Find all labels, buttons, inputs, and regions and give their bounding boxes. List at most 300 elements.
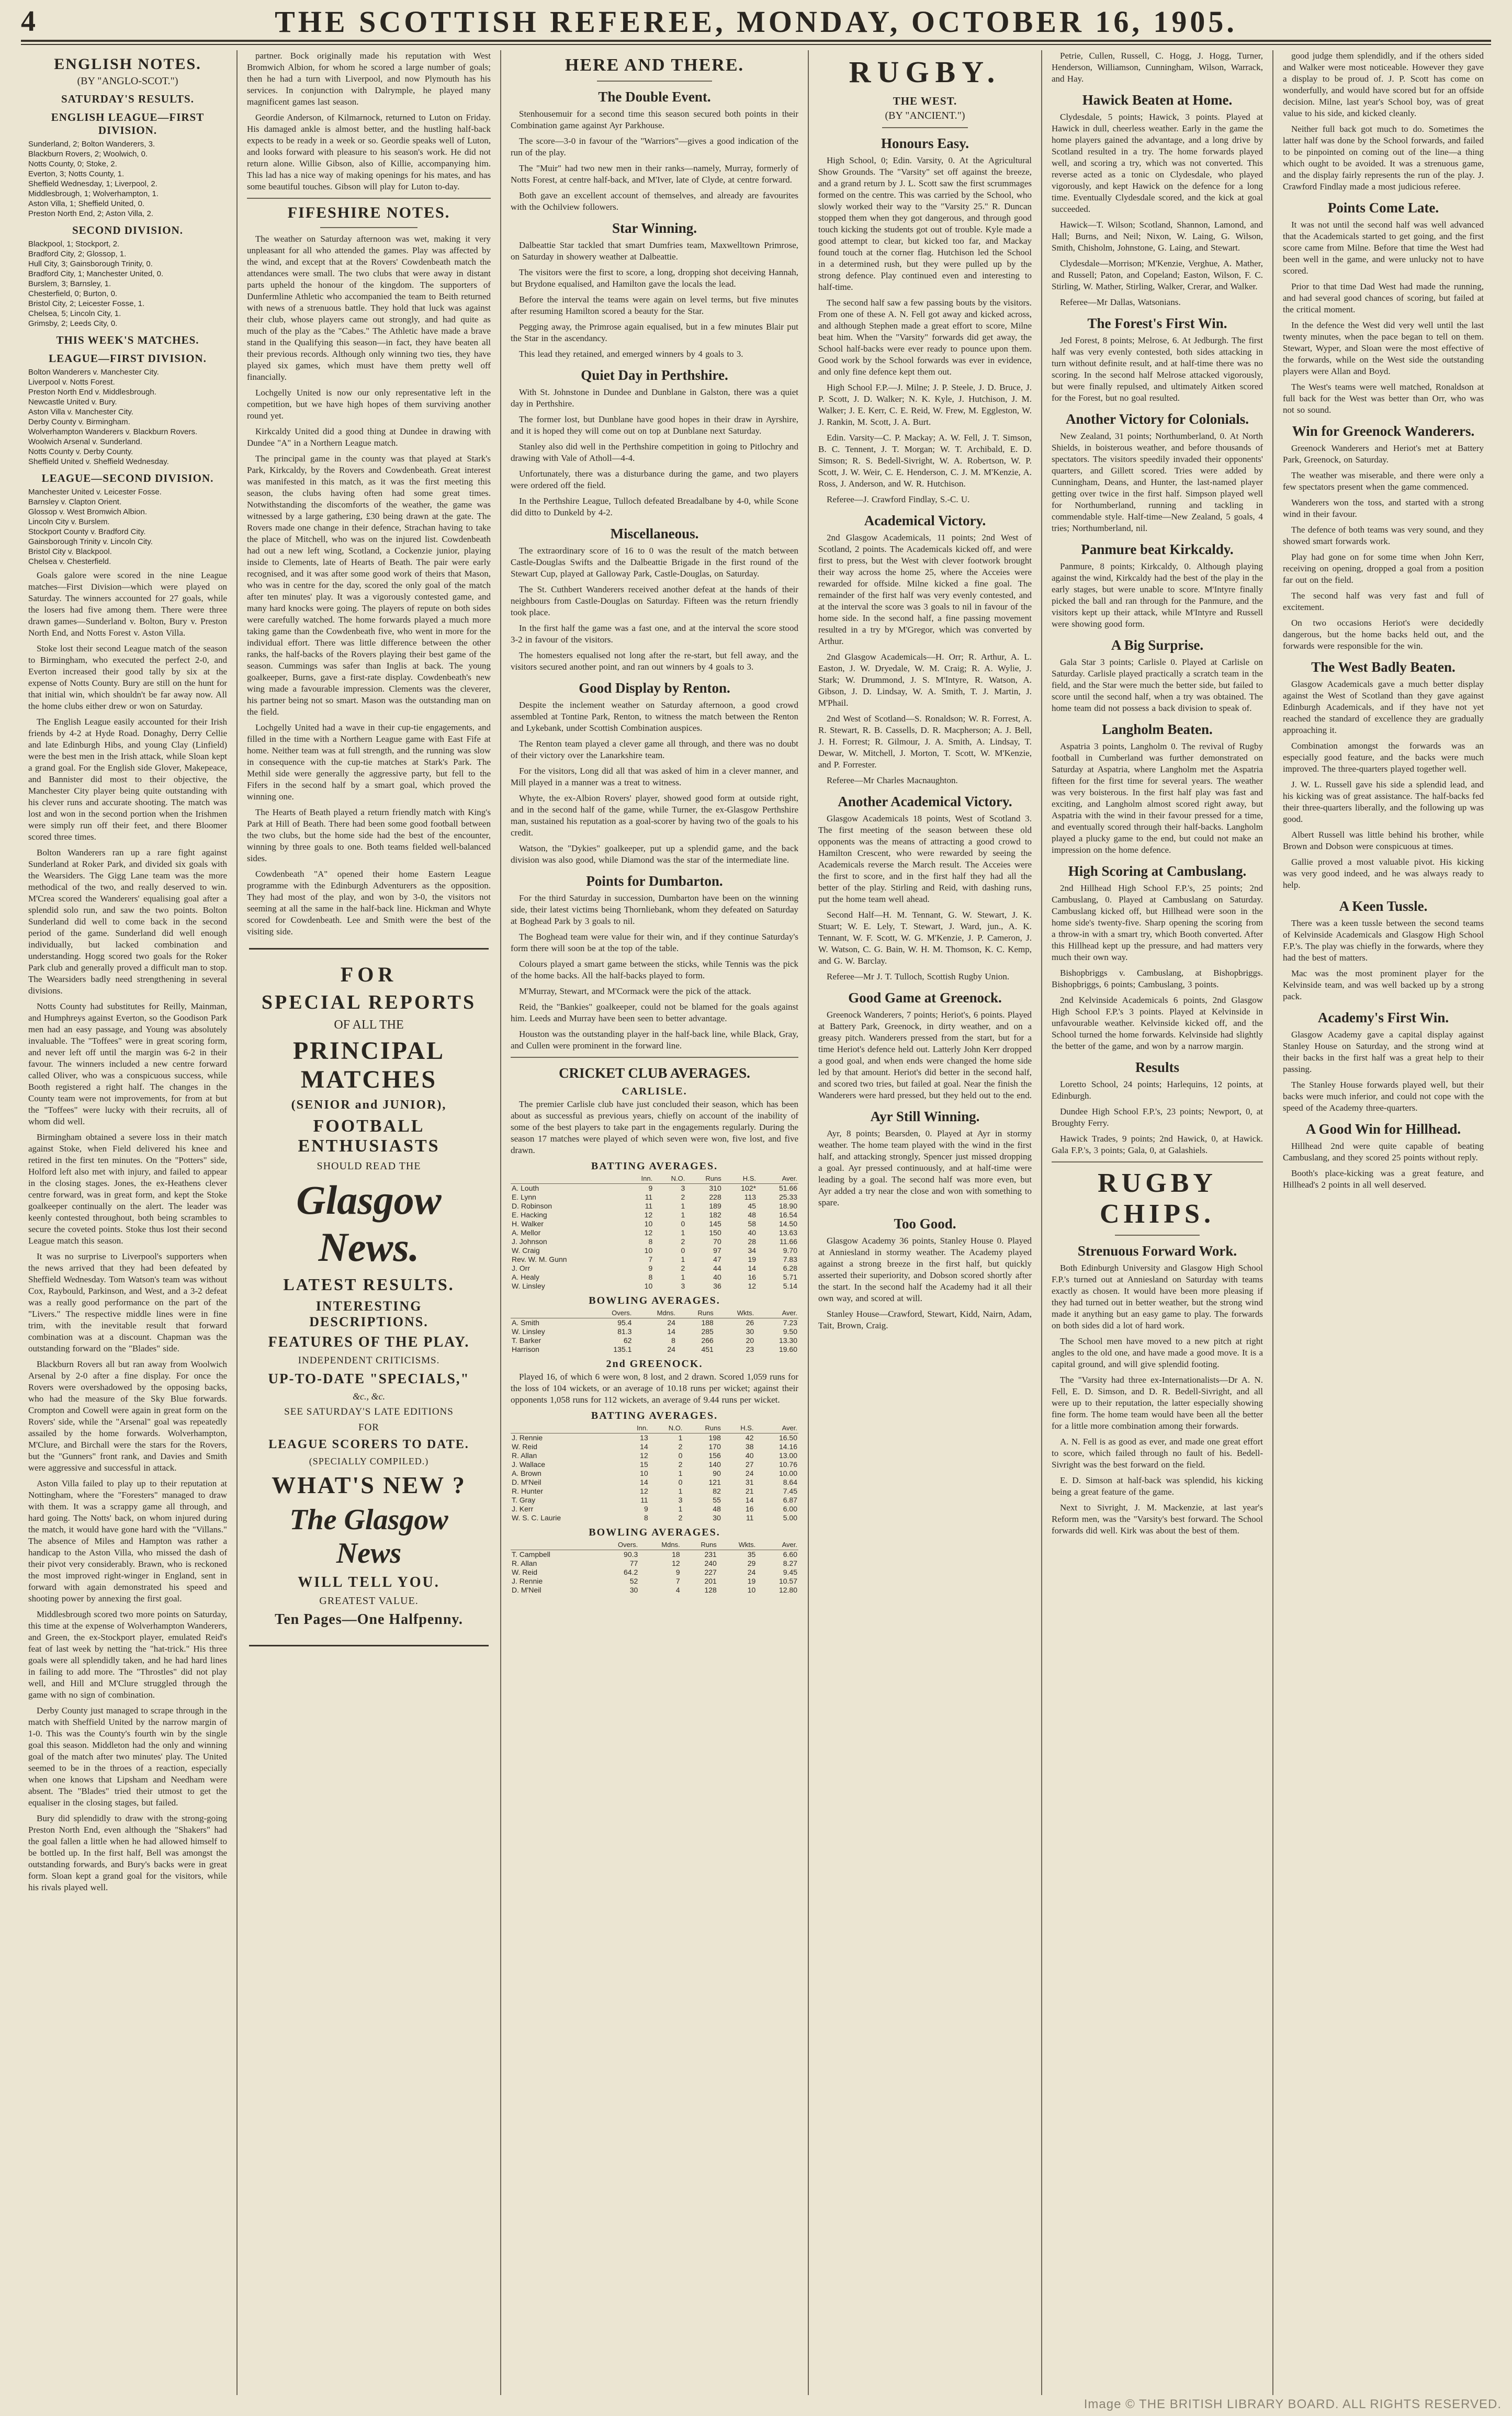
table-cell: W. Reid xyxy=(512,1568,538,1576)
table-cell: 20 xyxy=(746,1336,754,1345)
table-cell: 1 xyxy=(678,1469,683,1477)
article-paragraph: Next to Sivright, J. M. Mackenzie, at last year's Reform men, was the "Varsity's best forward. The School forwards did well. Kirk was about the best of them. xyxy=(1052,1503,1263,1536)
table-cell: 13.30 xyxy=(778,1336,797,1345)
table-cell: 82 xyxy=(713,1487,721,1495)
article-paragraph: Glasgow Academy gave a capital display against Stanley House on Saturday, and the strong wind at their backs in the first half was a great help to their passing. xyxy=(1283,1030,1484,1074)
sub-heading: SATURDAY'S RESULTS. xyxy=(61,93,194,105)
table-cell: 58 xyxy=(748,1220,757,1228)
table-cell: 156 xyxy=(708,1451,721,1460)
table-cell: 90 xyxy=(713,1469,721,1477)
table-cell: 451 xyxy=(701,1345,714,1353)
table-cell: A. Healy xyxy=(512,1273,539,1281)
table-row xyxy=(511,1433,798,1443)
article-heading: Results xyxy=(1135,1059,1179,1075)
table-row xyxy=(511,1478,798,1487)
table-row xyxy=(511,1184,798,1193)
table-cell: W. S. C. Laurie xyxy=(512,1514,561,1522)
table-cell: 14 xyxy=(748,1264,757,1272)
article-paragraph: The Renton team played a clever game all through, and there was no doubt of their victory over the Lanarkshire team. xyxy=(511,739,798,760)
article-heading: Ayr Still Winning. xyxy=(870,1109,980,1124)
table-cell: D. Robinson xyxy=(512,1202,552,1210)
column-header: Aver. xyxy=(755,1308,798,1318)
table-cell: 12 xyxy=(748,1282,757,1290)
advert-line: FOR xyxy=(340,963,398,986)
divider xyxy=(1115,1235,1200,1236)
table-cell: 9 xyxy=(648,1264,653,1272)
article-paragraph: Petrie, Cullen, Russell, C. Hogg, J. Hogg, Turner, Henderson, Williamson, Cunningham, Wilson, Warrack, and Hay. xyxy=(1052,51,1263,84)
table-cell: W. Linsley xyxy=(512,1282,545,1290)
table-cell: 9.50 xyxy=(783,1327,797,1336)
article-body xyxy=(28,570,227,1893)
table-cell: 140 xyxy=(708,1460,721,1469)
fixtures-list xyxy=(28,487,227,567)
table-row xyxy=(511,1318,798,1328)
articles xyxy=(1052,92,1263,1156)
byline: (BY "ANCIENT.") xyxy=(885,110,965,121)
table-cell: 7.23 xyxy=(783,1318,797,1327)
table-cell: 102* xyxy=(741,1184,757,1192)
article-paragraph: Albert Russell was little behind his brother, while Brown and Dobson were conspicuous at times. xyxy=(1283,830,1484,851)
article-paragraph: In the Perthshire League, Tulloch defeated Breadalbane by 4-0, while Scone did ditto to Dunkeld by 4-2. xyxy=(511,496,798,517)
article-heading: Good Display by Renton. xyxy=(579,680,730,696)
table-cell: 48 xyxy=(748,1211,757,1219)
table-cell: 285 xyxy=(701,1327,714,1336)
article-paragraph: The weather on Saturday afternoon was wet, making it very unpleasant for all who attended the games. Play was affected by the wind, and except that at the Rovers' Cowdenbeath match the attendances were small. The two clubs that were away in distant parts upheld the honour of the kingdom. The supporters of Dunfermline Athletic who accompanied the team to Beith returned with news of a strenuous battle. They hold that luck was against their club, whose players came out strongly, and had quite as much of the play as the "Cabes." The Athletic have made a brave stand in the Qualifying this season—in fact, they have beaten all their previous records. Although only winning two ties, they have played six games, which must have them pretty well off financially. xyxy=(247,234,491,382)
result-line: Everton, 3; Notts County, 1. xyxy=(28,170,125,178)
result-line: Glossop v. West Bromwich Albion. xyxy=(28,507,148,516)
article-paragraph: Mac was the most prominent player for the Kelvinside team, and was well backed up by a strong pack. xyxy=(1283,968,1484,1001)
result-line: Aston Villa v. Manchester City. xyxy=(28,408,133,416)
table-row xyxy=(511,1345,798,1354)
article-paragraph: Gallie proved a most valuable pivot. His kicking was very good indeed, and he was always ready to help. xyxy=(1283,857,1484,890)
table-cell: 231 xyxy=(704,1550,717,1559)
table-cell: 188 xyxy=(701,1318,714,1327)
article-paragraph: partner. Bock originally made his reputation with West Bromwich Albion, for whom he scored a large number of goals; then he had a turn with Liverpool, and now Plymouth has his services. In conjunction with Dalrymple, he played many magnificent games last season. xyxy=(247,51,491,107)
table-row xyxy=(511,1237,798,1246)
table-cell: T. Barker xyxy=(512,1336,541,1345)
article-paragraph: Play had gone on for some time when John Kerr, receiving on opening, dropped a goal from a position far out on the field. xyxy=(1283,552,1484,585)
article-paragraph: On two occasions Heriot's were decidedly dangerous, but the home backs held out, and the forwards were responsible for the win. xyxy=(1283,618,1484,651)
article-paragraph: The former lost, but Dunblane have good hopes in their draw in Ayrshire, and it is hoped they will come out on top at Dunblane next Saturday. xyxy=(511,414,798,436)
table-cell: 10 xyxy=(644,1282,653,1290)
table-cell: 0 xyxy=(681,1246,685,1255)
table-row xyxy=(511,1586,798,1595)
table-row xyxy=(511,1550,798,1560)
result-line: Sunderland, 2; Bolton Wanderers, 3. xyxy=(28,140,155,149)
table-cell: 1 xyxy=(678,1505,683,1513)
result-line: Chelsea v. Chesterfield. xyxy=(28,557,111,566)
result-line: Chesterfield, 0; Burton, 0. xyxy=(28,289,118,298)
article-paragraph: Aspatria 3 points, Langholm 0. The revival of Rugby football in Cumberland was further demonstrated on Saturday at Aspatria, where Langholm met the Aspatria fifteen for the first time for several years. The weather was very boisterous. In the first half play was fast and exciting, and Langholm almost scored right away, but Aspatria with the wind in their favour pressed for a time, and eventually scored through their half-backs. Langholm played a plucky game to the end, but could not make an impression on the home defence. xyxy=(1052,741,1263,855)
advert-line: OF ALL THE xyxy=(334,1018,404,1032)
article-paragraph: Hawick Trades, 9 points; 2nd Hawick, 0, at Hawick. Gala F.P.'s, 3 points; Gala, 0, at Galashiels. xyxy=(1052,1134,1263,1155)
article-paragraph: Ayr, 8 points; Bearsden, 0. Played at Ayr in stormy weather. The home team played with the wind in the first half, and attacking strongly, Spencer just missed dropping a goal. Ayr pressed continuously, and at half-time were leading by a goal. The second half was more even, but Ayr added a try near the close and won with something to spare. xyxy=(818,1128,1032,1207)
article-paragraph: Both gave an excellent account of themselves, and already are favourites with the Ochilview followers. xyxy=(511,190,798,212)
advert-line: SPECIAL REPORTS xyxy=(261,991,477,1013)
advert-line: PRINCIPAL MATCHES xyxy=(292,1037,445,1093)
table-cell: 45 xyxy=(748,1202,757,1210)
article-paragraph: Notts County had substitutes for Reilly, Mainman, and Humphreys against Everton, so the Goodison Park men had an easy passage, and Young was absolutely invaluable. The "Toffees" were in great scoring form, and never left off until the margin was 6-2 in their favour. The winners included a new centre forward called Oliver, who was a conspicuous success, while Booth registered a right half. The changes in the County team were not improvements, for from at but the "Toffees" were lucky with their recruits, all of whom did well. xyxy=(28,1001,227,1126)
article-heading: The West Badly Beaten. xyxy=(1311,659,1455,675)
table-cell: 228 xyxy=(709,1193,721,1201)
divider xyxy=(247,198,491,199)
article-paragraph: Referee—Mr J. T. Tulloch, Scottish Rugby Union. xyxy=(827,972,1010,981)
byline: (BY "ANGLO-SCOT.") xyxy=(77,75,178,87)
table-cell: 4 xyxy=(675,1586,680,1594)
article-paragraph: Whyte, the ex-Albion Rovers' player, showed good form at outside right, and in the second half of the game, while Turner, the ex-Glasgow Perthshire man, sustained his reputation as a goal-scorer by having two of the goals to his credit. xyxy=(511,793,798,838)
column-header: Overs. xyxy=(594,1540,639,1550)
table-cell: 40 xyxy=(713,1273,721,1281)
table-row xyxy=(511,1246,798,1255)
article-body xyxy=(1283,50,1484,193)
table-cell: 11 xyxy=(645,1202,653,1210)
article-paragraph: 2nd West of Scotland—S. Ronaldson; W. R. Forrest, A. R. Stewart, R. B. Cassells, D. R. Macpherson; A. J. Bell, J. H. Forrest; R. Gilmour, J. A. Smith, A. Lindsay, T. Dewar, W. Mitchell, J. Morton, T. Scott, W. M'Kenzie, and P. Forrester. xyxy=(818,714,1032,770)
article-body xyxy=(1052,50,1263,85)
article-paragraph: Reid, the "Bankies" goalkeeper, could not be blamed for the goals against him. Leeds and Murray have been seen to better advantage. xyxy=(511,1002,798,1023)
article-heading: The Double Event. xyxy=(598,89,711,105)
article-paragraph: Lochgelly United is now our only representative left in the competition, but we have high hopes of them surviving another round yet. xyxy=(247,388,491,421)
article-paragraph: The West's teams were well matched, Ronaldson at full back for the West was better than Orr, who was not so sound. xyxy=(1283,382,1484,415)
article-paragraph: 2nd Hillhead High School F.P.'s, 25 points; 2nd Cambuslang, 0. Played at Cambuslang on Saturday. Cambuslang kicked off, but Hillhead were soon in the home side's twenty-five. Sharp opening the scoring from a throw-in with a smart try, which Booth converted. After this Hillhead kept up the pressure, and had matters very much their own way. xyxy=(1052,883,1263,962)
article-paragraph: Kirkcaldy United did a good thing at Dundee in drawing with Dundee "A" in a Northern League match. xyxy=(247,426,491,448)
divider xyxy=(511,1057,798,1058)
article-paragraph: Panmure, 8 points; Kirkcaldy, 0. Although playing against the wind, Kirkcaldy had the best of the play in the early stages, but were unable to score. M'Intyre finally picked the ball and ran through for the Panmure, and the visitors kept up their attack, while M'Intyre and Russell were showing good form. xyxy=(1052,561,1263,629)
table-cell: 1 xyxy=(678,1487,683,1495)
article-paragraph: Pegging away, the Primrose again equalised, but in a few minutes Blair put the Star in the ascendancy. xyxy=(511,322,798,343)
article-heading: Star Winning. xyxy=(612,220,697,236)
table-cell: 266 xyxy=(701,1336,714,1345)
club-heading: CARLISLE. xyxy=(622,1086,687,1097)
article-paragraph: Bolton Wanderers ran up a rare fight against Sunderland at Roker Park, and divided six goals with the Wearsiders. The Gigg Lane team was the more methodical of the two, and really deserved to win. M'Crea scored the Wanderers' equalising goal after a splendid solo run, and saw the two points. Bolton Sunderland did well to come back in the second period of the game. Sunderland did well enough individually, but lacked combination and understanding. Hogg scored two goals for the Roker Park club and generally proved a difficult man to stop. The Wearsiders badly need strengthening in several divisions. xyxy=(28,848,227,996)
result-line: Bristol City, 2; Leicester Fosse, 1. xyxy=(28,299,145,308)
article-paragraph: The Stanley House forwards played well, but their backs were much inferior, and could not cope with the speed of the Academy three-quarters. xyxy=(1283,1080,1484,1113)
bowling-table xyxy=(511,1308,798,1354)
table-cell: 3 xyxy=(678,1496,683,1504)
table-header-row xyxy=(511,1423,798,1433)
column-header: H.S. xyxy=(723,1173,757,1184)
section-heading: ENGLISH NOTES. xyxy=(54,55,201,73)
table-cell: 81.3 xyxy=(617,1327,632,1336)
table-row xyxy=(511,1496,798,1505)
table-heading: BOWLING AVERAGES. xyxy=(589,1295,720,1306)
table-cell: 30 xyxy=(629,1586,638,1594)
article-heading: Academy's First Win. xyxy=(1317,1010,1449,1025)
article-paragraph: Referee—Mr Dallas, Watsonians. xyxy=(1060,297,1181,307)
article-paragraph: Stanley also did well in the Perthshire competition in going to Pitlochry and drawing with Vale of Atholl—4-4. xyxy=(511,442,798,463)
table-cell: 128 xyxy=(704,1586,717,1594)
article-paragraph: Jed Forest, 8 points; Melrose, 6. At Jedburgh. The first half was very evenly contested, both sides attacking in turn without definite result, and at half-time there was no scoring. In the second half Melrose attacked vigorously, but were finally repulsed, and ultimately Aitken scored for the Forest, but no goal resulted. xyxy=(1052,335,1263,403)
table-cell: 40 xyxy=(745,1451,754,1460)
result-line: Lincoln City v. Burslem. xyxy=(28,517,110,526)
table-row xyxy=(511,1264,798,1273)
table-cell: 14 xyxy=(667,1327,675,1336)
table-cell: 8.27 xyxy=(783,1559,797,1567)
advert-line: WILL TELL YOU. xyxy=(298,1574,440,1590)
article-paragraph: Glasgow Academicals 18 points, West of Scotland 3. The first meeting of the season between these old opponents was the means of attracting a good crowd to Hamilton Crescent, who were rewarded by seeing the Academicals reverse the March result. The Acceies were the first to score, and in the first half they had all the better of the play. Stirling and Reid, with dashing runs, put the home team well ahead. xyxy=(818,814,1032,904)
article-paragraph: Derby County just managed to scrape through in the match with Sheffield United by the narrow margin of 1-0. This was the County's fourth win by the single goal this season. Middleton had the only and winning goal of the match after two minutes' play. The United seemed to be in the throes of a reaction, especially when one knows that Lipsham and Needham were absent. The "Blades" tried their utmost to get the equaliser in the closing stages, but failed. xyxy=(28,1706,227,1808)
article-paragraph: Wanderers won the toss, and started with a strong wind in their favour. xyxy=(1283,498,1484,519)
table-cell: 16.54 xyxy=(778,1211,797,1219)
table-cell: R. Allan xyxy=(512,1451,537,1460)
column-header: Inn. xyxy=(626,1173,653,1184)
advert-line: (SENIOR and JUNIOR), xyxy=(291,1098,447,1112)
result-line: Notts County v. Derby County. xyxy=(28,447,133,456)
table-cell: 38 xyxy=(745,1442,754,1451)
table-cell: 19.60 xyxy=(778,1345,797,1353)
table-row xyxy=(511,1282,798,1291)
table-row xyxy=(511,1211,798,1220)
sub-heading: THIS WEEK'S MATCHES. xyxy=(56,334,199,346)
table-cell: 21 xyxy=(745,1487,754,1495)
article-paragraph: High School F.P.—J. Milne; J. P. Steele, J. D. Bruce, J. P. Scott, J. D. Walker; N. K. Kyle, J. Hutchison, J. M. Walker; J. E. Kerr, C. E. Reid, W. Frew, M. Eggleston, W. J. Rankin, M. Scott, J. A. Burt. xyxy=(818,382,1032,427)
table-cell: 11 xyxy=(746,1514,754,1522)
table-row xyxy=(511,1193,798,1202)
table-cell: 135.1 xyxy=(613,1345,632,1353)
table-cell: 97 xyxy=(713,1246,721,1255)
column-header: Inn. xyxy=(620,1423,649,1433)
advert-line: (SPECIALLY COMPILED.) xyxy=(309,1456,429,1466)
article-paragraph: The "Muir" had two new men in their ranks—namely, Murray, formerly of Notts Forest, at centre half-back, and M'Iver, late of Clyde, at centre forward. xyxy=(511,163,798,185)
table-cell: 0 xyxy=(681,1220,685,1228)
table-header-row xyxy=(511,1540,798,1550)
result-line: Barnsley v. Clapton Orient. xyxy=(28,498,122,506)
table-row xyxy=(511,1460,798,1469)
advert-line: LATEST RESULTS. xyxy=(283,1275,455,1294)
advert-line: INDEPENDENT CRITICISMS. xyxy=(298,1355,440,1366)
glasgow-news-advert xyxy=(249,948,489,1646)
table-cell: 7.83 xyxy=(783,1255,797,1263)
table-cell: 170 xyxy=(708,1442,721,1451)
table-cell: 55 xyxy=(713,1496,721,1504)
table-cell: 23 xyxy=(746,1345,754,1353)
table-cell: 15 xyxy=(640,1460,648,1469)
article-paragraph: For the third Saturday in succession, Dumbarton have been on the winning side, their latest victims being Thornliebank, whom they defeated on Saturday at Boghead Park by 3 goals to nil. xyxy=(511,893,798,926)
article-paragraph: The score—3-0 in favour of the "Warriors"—gives a good indication of the run of the play. xyxy=(511,136,798,157)
column-divider xyxy=(1041,50,1042,2395)
table-cell: 189 xyxy=(709,1202,721,1210)
result-line: Woolwich Arsenal v. Sunderland. xyxy=(28,437,142,446)
article-paragraph: Greenock Wanderers, 7 points; Heriot's, 6 points. Played at Battery Park, Greenock, in dirty weather, and on a greasy pitch. Wanderers pressed from the start, but for a time Heriot's defence held out. Latterly John Kerr dropped a good goal, and when ends were changed the home side led by that amount. Heriot's did better in the second half, and scored two tries, but failed at goal. Near the finish the Wanderers were hard pressed, but they held out to the end. xyxy=(818,1010,1032,1100)
table-cell: 14.50 xyxy=(778,1220,797,1228)
divider xyxy=(1052,1161,1263,1162)
table-cell: 18.90 xyxy=(778,1202,797,1210)
article-paragraph: Unfortunately, there was a disturbance during the game, and two players were ordered off the field. xyxy=(511,469,798,490)
table-cell: 6.87 xyxy=(783,1496,797,1504)
result-line: Derby County v. Birmingham. xyxy=(28,417,130,426)
column-header: Wkts. xyxy=(718,1540,757,1550)
column-rugby xyxy=(811,50,1039,2395)
article-heading: Good Game at Greenock. xyxy=(848,990,1002,1006)
article-paragraph: It was not until the second half was well advanced that the Academicals started to get going, and the first score came from Milne. Before that time the West had been well in the game, and were unlucky not to have scored. xyxy=(1283,220,1484,276)
article-paragraph: Birmingham obtained a severe loss in their match against Stoke, when Field delivered his knee and retired in the first ten minutes. On the "Potters" side, Holford left also met with injury, and failed to appear in the closing stages. Jones, the ex-Heathens clever centre forward, was in great form, and kept the Stoke goalkeeper continually on the alert. The leader was keenly contested throughout, both being scrambles to secure the coveted points. Stoke thus lost their second League match this season. xyxy=(28,1132,227,1246)
table-cell: 6.60 xyxy=(783,1550,797,1559)
table-cell: 42 xyxy=(745,1433,754,1442)
article-paragraph: The Boghead team were value for their win, and if they continue Saturday's form there will soon be at the top of the table. xyxy=(511,932,798,953)
article-paragraph: 2nd Glasgow Academicals—H. Orr; R. Arthur, A. L. Easton, J. W. Dryedale, W. M. Craig; R. A. Wylie, J. Stark; W. Drummond, J. S. M'Intyre, R. Watson, A. Gibson, J. D. Lindsay, W. A. Smith, T. J. Martin, J. M'Phail. xyxy=(818,652,1032,708)
column-fifeshire xyxy=(240,50,498,2395)
table-cell: 1 xyxy=(681,1228,685,1237)
article-paragraph: Houston was the outstanding player in the half-back line, while Black, Gray, and Cullen were prominent in the forward line. xyxy=(511,1029,798,1051)
table-cell: 9 xyxy=(644,1505,648,1513)
article-heading: Quiet Day in Perthshire. xyxy=(581,367,728,383)
column-divider xyxy=(236,50,238,2395)
article-paragraph: Combination amongst the forwards was an especially good feature, and the backs were much improved. The three-quarters played together well. xyxy=(1283,741,1484,774)
table-cell: 2 xyxy=(681,1264,685,1272)
result-line: Blackpool, 1; Stockport, 2. xyxy=(28,240,120,249)
articles xyxy=(818,136,1032,1331)
article-paragraph: The homesters equalised not long after the re-start, but fell away, and the visitors secured another point, and ran out winners by 4 goals to 3. xyxy=(511,650,798,672)
table-cell: 24 xyxy=(745,1469,754,1477)
article-paragraph: The Hearts of Beath played a return friendly match with King's Park at Hill of Beath. There had been some good football between the two clubs, but the home side had the best of the encounter, winning by three goals to one. Both teams fielded well-balanced sides. xyxy=(247,807,491,863)
article-paragraph: Glasgow Academicals gave a much better display against the West of Scotland than they gave against Edinburgh Academicals, and if they have not yet reached the standard of excellence they are gradually approaching it. xyxy=(1283,679,1484,735)
article-paragraph: The second half saw a few passing bouts by the visitors. From one of these A. N. Fell got away and kicked across, and although Stephen made a great effort to score, Milne beat him. When the "Varsity" forwards did get away, the School half-backs were ever ready to pounce upon them. Good work by the School forwards was ever in evidence, and only fine defence kept them out. xyxy=(818,298,1032,377)
table-row xyxy=(511,1451,798,1460)
table-row xyxy=(511,1255,798,1264)
article-paragraph: Geordie Anderson, of Kilmarnock, returned to Luton on Friday. His damaged ankle is almost better, and the hustling half-back expects to be ready in a week or so. Geordie speaks well of Luton, and looks forward with pleasure to his season's work. He did not return alone. Willie Gibson, also of Killie, accompanying him. This lad has a nice way of making openings for his mates, and has some beautiful touches. Gibson will play for Luton to-day. xyxy=(247,112,491,191)
article-paragraph: Bishopbriggs v. Cambuslang, at Bishopbriggs. Bishopbriggs, 6 points; Cambuslang, 3 points. xyxy=(1052,968,1263,989)
article-paragraph: Second Half—H. M. Tennant, G. W. Stewart, J. K. Stuart; W. E. Lely, T. Stewart, J. Ward, jun., A. K. Tennant, W. F. Scott, W. G. M'Kenzie, J. P. Cameron, J. W. Watson, C. G. Bain, W. H. M. Thomson, K. C. Kemp, and G. W. Barclay. xyxy=(818,910,1032,966)
table-cell: 8 xyxy=(671,1336,675,1345)
table-cell: 90.3 xyxy=(624,1550,638,1559)
table-cell: 2 xyxy=(678,1514,683,1522)
article-paragraph: E. D. Simson at half-back was splendid, his kicking being a great feature of the game. xyxy=(1052,1475,1263,1497)
table-cell: 1 xyxy=(681,1202,685,1210)
article-paragraph: Bury did splendidly to draw with the strong-going Preston North End, even although the "Shakers" had the goal fallen a little when he had allowed himself to be bottled up. In the first half, Bell was amongst the outstanding forwards, and Bury's backs were in great form. Sloan kept a grand goal for the visitors, while his rivals played well. xyxy=(28,1813,227,1892)
advert-line: INTERESTING DESCRIPTIONS. xyxy=(309,1299,428,1329)
article-heading: Honours Easy. xyxy=(881,136,969,151)
table-cell: 16 xyxy=(745,1505,754,1513)
article-paragraph: Watson, the "Dykies" goalkeeper, put up a splendid game, and the back division was also good, while Diamond was the star of the intermediate line. xyxy=(511,843,798,865)
article-paragraph: Glasgow Academy 36 points, Stanley House 0. Played at Anniesland in stormy weather. The Academy played against a strong breeze in the first half, but quickly asserted their superiority, and Dobson scored shortly after the start. In the second half the Academy had it all their own way, and scored at will. xyxy=(818,1236,1032,1303)
article-paragraph: The weather was miserable, and there were only a few spectators present when the game commenced. xyxy=(1283,470,1484,492)
result-line: Newcastle United v. Bury. xyxy=(28,398,117,407)
article-paragraph: 2nd Glasgow Academicals, 11 points; 2nd West of Scotland, 2 points. The Academicals kicked off, and were first to press, but the West with clever footwork brought their way across the home 25, where the Acceies were rewarded for offside. Milne kicked a fine goal. The remainder of the first half was very evenly contested, and at the interval the score was 3 goals to nil in favour of the home side. In the second half, a fine passing movement resulted in a try by M'Gregor, which was converted by Arthur. xyxy=(818,533,1032,646)
table-cell: 12 xyxy=(672,1559,680,1567)
article-paragraph: Blackburn Rovers all but ran away from Woolwich Arsenal by 2-0 after a fine display. For once the Rovers were overshadowed by the opposing backs, who had the measure of the Sky Blue forwards. Crompton and Cowell were again in great form on the Rovers' side, while the "Arsenal" goal was repeatedly assailed by the home forwards. Wolverhampton, M'Clure, and Birchall were the stars for the Rovers, but the "Gunners" front rank, and Davies and Smith were aggressive and successful in attack. xyxy=(28,1359,227,1473)
masthead xyxy=(21,3,1491,42)
table-cell: 34 xyxy=(748,1246,757,1255)
advert-logo-text: The Glasgow News xyxy=(289,1504,448,1570)
result-line: Hull City, 3; Gainsborough Trinity, 0. xyxy=(28,259,153,268)
result-line: Bradford City, 1; Manchester United, 0. xyxy=(28,269,164,278)
article-heading: A Good Win for Hillhead. xyxy=(1305,1121,1461,1137)
result-line: Preston North End, 2; Aston Villa, 2. xyxy=(28,209,154,218)
table-cell: 0 xyxy=(678,1478,683,1486)
column-divider xyxy=(500,50,501,2395)
table-cell: 44 xyxy=(713,1264,721,1272)
article-heading: Points Come Late. xyxy=(1327,200,1439,216)
table-cell: 18 xyxy=(672,1550,680,1559)
article-heading: Points for Dumbarton. xyxy=(586,873,723,889)
result-line: Gainsborough Trinity v. Lincoln City. xyxy=(28,537,153,546)
table-cell: 14 xyxy=(640,1478,648,1486)
table-cell: R. Hunter xyxy=(512,1487,543,1495)
sub-heading: LEAGUE—SECOND DIVISION. xyxy=(41,472,214,484)
table-row xyxy=(511,1469,798,1478)
article-paragraph: The extraordinary score of 16 to 0 was the result of the match between Castle-Douglas Swifts and the Dalbeattie Brigade in the first round of the Stewart Cup, played at Galloway Park, Castle-Douglas, on Saturday. xyxy=(511,546,798,579)
result-line: Stockport County v. Bradford City. xyxy=(28,527,146,536)
result-line: Chelsea, 5; Lincoln City, 1. xyxy=(28,309,121,318)
column-header: Aver. xyxy=(754,1423,798,1433)
table-cell: J. Rennie xyxy=(512,1577,543,1585)
article-body xyxy=(247,233,491,938)
article-body xyxy=(247,50,491,193)
table-cell: 25.33 xyxy=(778,1193,797,1201)
column-header: Runs xyxy=(683,1423,721,1433)
article-heading: A Keen Tussle. xyxy=(1339,898,1428,914)
table-cell: 201 xyxy=(704,1577,717,1585)
article-paragraph: Hillhead 2nd were quite capable of beating Cambuslang, and they scored 25 points without reply. xyxy=(1283,1141,1484,1162)
column-header: Runs xyxy=(681,1540,718,1550)
result-line: Bristol City v. Blackpool. xyxy=(28,547,112,556)
article-paragraph: With St. Johnstone in Dundee and Dunblane in Galston, there was a quiet day in Perthshire. xyxy=(511,387,798,409)
article-paragraph: The premier Carlisle club have just concluded their season, which has been about as successful as previous years, chiefly on account of the inability of some of the best players to take part in the engagements regularly. During the season 17 matches were played of which seven were won, five lost, and five drawn. xyxy=(511,1099,798,1155)
table-row xyxy=(511,1228,798,1237)
table-cell: 2 xyxy=(678,1442,683,1451)
advert-line: UP-TO-DATE "SPECIALS," xyxy=(268,1371,470,1386)
table-cell: 16.50 xyxy=(778,1433,797,1442)
article-heading: Academical Victory. xyxy=(864,513,986,528)
divider xyxy=(597,81,712,82)
table-cell: 12 xyxy=(640,1487,648,1495)
table-cell: 6.00 xyxy=(783,1505,797,1513)
table-cell: 40 xyxy=(748,1228,757,1237)
column-header: Runs xyxy=(686,1173,722,1184)
section-heading: RUGBY. xyxy=(849,55,1001,89)
advert-line: LEAGUE SCORERS TO DATE. xyxy=(268,1438,469,1451)
article-paragraph: The visitors were the first to score, a long, dropping shot deceiving Hannah, but Brydone equalised, and Hamilton gave the locals the lead. xyxy=(511,267,798,289)
table-cell: A. Brown xyxy=(512,1469,541,1477)
sub-heading: ENGLISH LEAGUE—FIRST DIVISION. xyxy=(51,111,205,137)
table-heading: BATTING AVERAGES. xyxy=(591,1160,718,1172)
table-cell: 10 xyxy=(640,1469,648,1477)
table-cell: 182 xyxy=(709,1211,721,1219)
table-cell: 19 xyxy=(747,1577,756,1585)
table-cell: 9 xyxy=(648,1184,653,1192)
article-paragraph: 2nd Kelvinside Academicals 6 points, 2nd Glasgow High School F.P.'s 3 points. Played at Kelvinside in unfavourable weather. Kelvinside kicked off, and the School turned the home forwards. Kelvinside had slightly the better of the game, and won by a narrow margin. xyxy=(1052,995,1263,1051)
column-header: Mdns. xyxy=(633,1308,676,1318)
article-paragraph: Before the interval the teams were again on level terms, but five minutes after resuming Hamilton scored a beauty for the Star. xyxy=(511,295,798,316)
article-paragraph: The St. Cuthbert Wanderers received another defeat at the hands of their neighbours from Castle-Douglas on Saturday. Fifteen was the return friendly took place. xyxy=(511,584,798,617)
table-cell: J. Rennie xyxy=(512,1433,543,1442)
column-header: N.O. xyxy=(649,1423,684,1433)
table-row xyxy=(511,1568,798,1577)
table-cell: 121 xyxy=(708,1478,721,1486)
table-cell: Harrison xyxy=(512,1345,539,1353)
result-line: Burslem, 3; Barnsley, 1. xyxy=(28,279,111,288)
table-cell: 1 xyxy=(678,1433,683,1442)
article-heading: Hawick Beaten at Home. xyxy=(1082,92,1233,108)
table-cell: A. Mellor xyxy=(512,1228,541,1237)
table-row xyxy=(511,1442,798,1451)
sub-heading: SECOND DIVISION. xyxy=(72,224,184,236)
column-rugby-continued xyxy=(1044,50,1270,2395)
article-paragraph: Loretto School, 24 points; Harlequins, 12 points, at Edinburgh. xyxy=(1052,1079,1263,1101)
table-row xyxy=(511,1505,798,1514)
article-paragraph: Clydesdale—Morrison; M'Kenzie, Verghue, A. Mather, and Russell; Paton, and Copeland; Easton, Wilson, F. C. Stirling, W. Mather, Stirling, Walker, Crerar, and Walker. xyxy=(1052,258,1263,291)
advert-line: SEE SATURDAY'S LATE EDITIONS xyxy=(284,1406,454,1417)
column-divider xyxy=(1272,50,1273,2395)
table-cell: H. Walker xyxy=(512,1220,544,1228)
article-paragraph: Greenock Wanderers and Heriot's met at Battery Park, Greenock, on Saturday. xyxy=(1283,443,1484,465)
table-cell: 0 xyxy=(678,1451,683,1460)
article-paragraph: The defence of both teams was very sound, and they showed smart forwards work. xyxy=(1283,525,1484,546)
article-paragraph: Stoke lost their second League match of the season to Birmingham, who executed the perfect 2-0, and Everton increased their good tally by six at the expense of Notts County. Bury are still on the hunt for that initial win, which shouldn't be far away now. All the home clubs either drew or won on Saturday. xyxy=(28,643,227,711)
table-cell: 62 xyxy=(623,1336,632,1345)
column-header: H.S. xyxy=(722,1423,755,1433)
result-line: Notts County, 0; Stoke, 2. xyxy=(28,160,117,168)
table-cell: 1 xyxy=(681,1211,685,1219)
